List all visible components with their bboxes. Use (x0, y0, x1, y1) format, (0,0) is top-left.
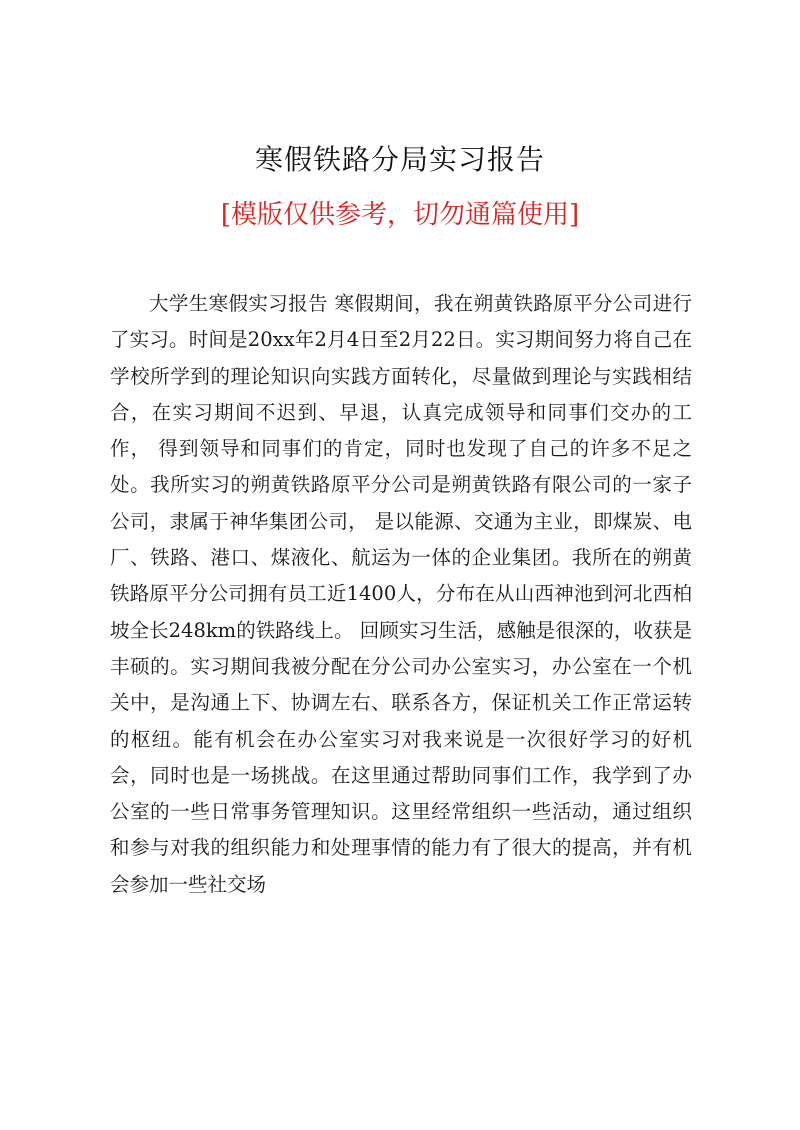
document-title: 寒假铁路分局实习报告 (254, 143, 545, 176)
body-paragraph: 大学生寒假实习报告 寒假期间，我在朔黄铁路原平分公司进行了实习。时间是20xx年2月4日至2月22日。实习期间努力将自己在学校所学到的理论知识向实践方面转化，尽量做到理论与实践相结合，在实习期间不迟到、早退，认真完成领导和同事们交办的工作， 得到领导和同事们的肯定，同时也发现了自己的许多不足之处。我所实习的朔黄铁路原平分公司是朔黄铁路有限公司的一家子公司，隶属于神华集团公司， 是以能源、交通为主业，即煤炭、电厂、铁路、港口、煤液化、航运为一体的企业集团。我所在的朔黄铁路原平分公司拥有员工近1400人，分布在从山西神池到河北西柏坡全长248km的铁路线上。 回顾实习生活，感触是很深的，收获是丰硕的。实习期间我被分配在分公司办公室实习，办公室在一个机关中，是沟通上下、协调左右、联系各方，保证机关工作正常运转的枢纽。能有机会在办公室实习对我来说是一次很好学习的好机会，同时也是一场挑战。在这里通过帮助同事们工作，我学到了办公室的一些日常事务管理知识。这里经常组织一些活动，通过组织和参与对我的组织能力和处理事情的能力有了很大的提高，并有机会参加一些社交场 (110, 292, 692, 896)
template-notice: [模版仅供参考，切勿通篇使用] (220, 200, 580, 230)
